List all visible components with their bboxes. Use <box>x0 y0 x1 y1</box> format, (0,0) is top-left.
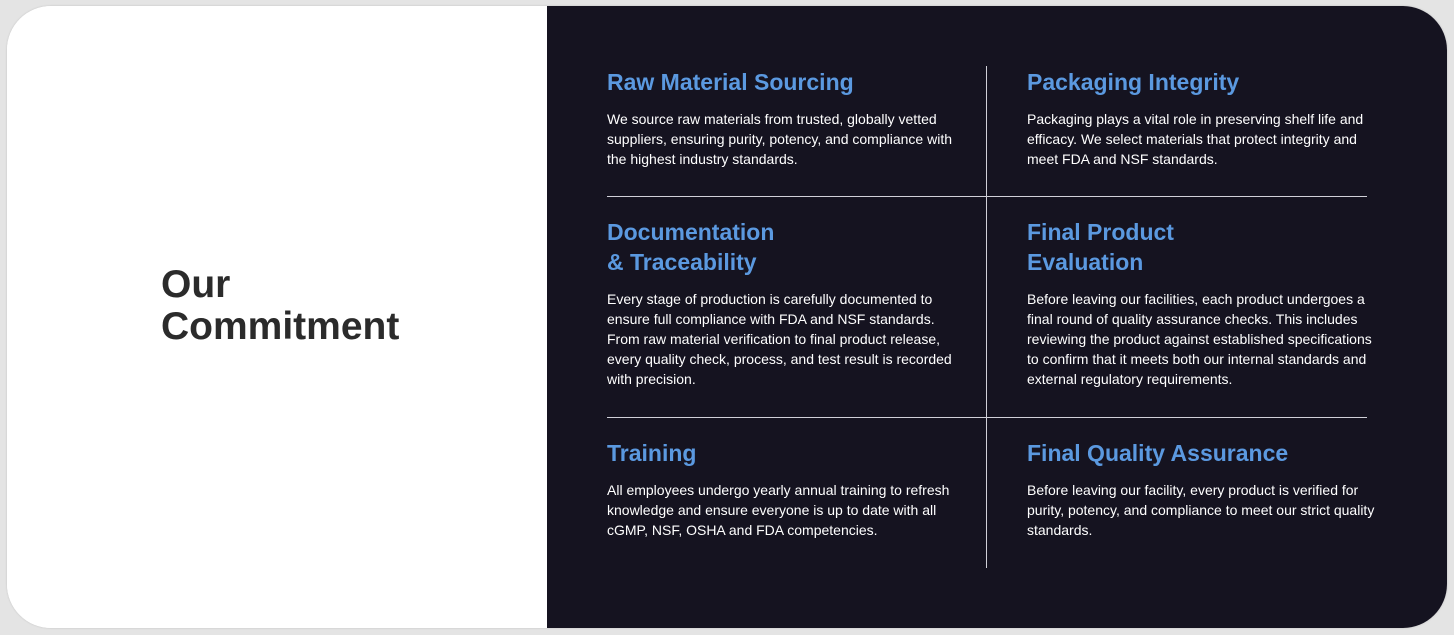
section-title <box>607 438 957 468</box>
row-divider-2 <box>607 417 1367 418</box>
section-text: We source raw materials from trusted, globally vetted suppliers, ensuring purity, potency, and compliance with the highest industry standards. <box>607 111 952 167</box>
section-title-line-1: Raw Material Sourcing <box>607 69 854 95</box>
section-title-line-1: Final Quality Assurance <box>1027 440 1289 466</box>
section-raw-material-sourcing <box>607 67 957 169</box>
section-final-product-evaluation <box>1027 217 1377 389</box>
page-title-line-2: Commitment <box>161 305 400 348</box>
page-title <box>161 264 399 348</box>
section-title-line-2: & Traceability <box>607 249 757 275</box>
column-divider <box>986 66 987 568</box>
section-title-line-1: Final Product <box>1027 219 1174 245</box>
row-divider-1 <box>607 196 1367 197</box>
section-final-quality-assurance <box>1027 438 1377 540</box>
section-title-line-2: Evaluation <box>1027 249 1144 275</box>
section-title <box>1027 217 1377 277</box>
section-text: Every stage of production is carefully documented to ensure full compliance with FDA and NSF standards. From raw material verification to final product release, every quality check, process, and test result is recorded with precision. <box>607 291 952 387</box>
commitment-card <box>7 6 1447 628</box>
commitments-panel <box>547 6 1447 628</box>
section-title-line-1: Training <box>607 440 697 466</box>
section-title <box>1027 67 1377 97</box>
section-text: Packaging plays a vital role in preserving shelf life and efficacy. We select materials that protect integrity and meet FDA and NSF standards. <box>1027 111 1364 167</box>
intro-panel <box>7 6 547 628</box>
section-documentation-traceability <box>607 217 957 389</box>
section-training <box>607 438 957 540</box>
section-title <box>607 67 957 97</box>
section-title-line-1: Packaging Integrity <box>1027 69 1240 95</box>
section-text: Before leaving our facilities, each product undergoes a final round of quality assurance checks. This includes reviewing the product against established specifications to confirm that it meets both our internal standards and external regulatory requirements. <box>1027 291 1372 387</box>
section-packaging-integrity <box>1027 67 1377 169</box>
section-title <box>1027 438 1377 468</box>
page-title-line-1: Our <box>161 263 231 306</box>
section-text: All employees undergo yearly annual training to refresh knowledge and ensure everyone is up to date with all cGMP, NSF, OSHA and FDA competencies. <box>607 482 950 538</box>
section-title-line-1: Documentation <box>607 219 775 245</box>
section-text: Before leaving our facility, every product is verified for purity, potency, and compliance to meet our strict quality standards. <box>1027 482 1375 538</box>
commitments-grid <box>607 66 1375 568</box>
section-title <box>607 217 957 277</box>
